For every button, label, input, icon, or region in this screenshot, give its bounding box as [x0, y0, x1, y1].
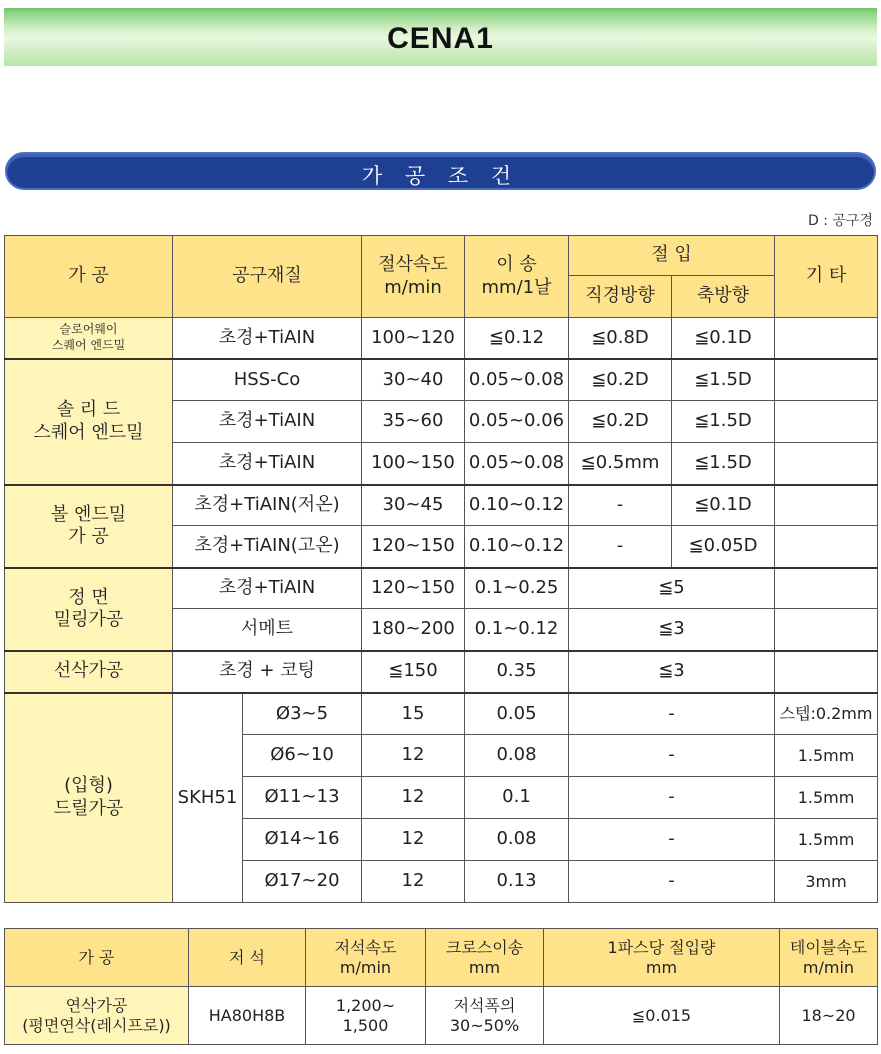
cell-radial: ≦0.2D: [569, 359, 672, 401]
cell-other: 스텝:0.2mm: [775, 693, 878, 735]
drill-material: SKH51: [173, 693, 243, 903]
cell-material: 초경+TiAIN: [173, 401, 362, 443]
cell-wheel-speed: 1,200~ 1,500: [306, 987, 426, 1045]
cell-other: [775, 609, 878, 651]
cell-depth-per-pass: ≦0.015: [544, 987, 780, 1045]
header-table-speed: 테이블속도 m/min: [780, 929, 878, 987]
cell-radial: ≦0.2D: [569, 401, 672, 443]
cell-depth: -: [569, 777, 775, 819]
cell-speed: ≦150: [362, 651, 465, 693]
cell-depth: ≦3: [569, 609, 775, 651]
cell-cross-feed: 저석폭의 30~50%: [426, 987, 544, 1045]
cell-wheel: HA80H8B: [189, 987, 306, 1045]
cell-material: 초경+TiAIN: [173, 318, 362, 359]
group-drill: (입형) 드릴가공: [5, 693, 173, 903]
cell-speed: 120~150: [362, 568, 465, 609]
cell-feed: 0.05~0.06: [465, 401, 569, 443]
header-cross-feed: 크로스이송 mm: [426, 929, 544, 987]
header-other: 기 타: [775, 236, 878, 318]
cell-table-speed: 18~20: [780, 987, 878, 1045]
cell-radial: ≦0.8D: [569, 318, 672, 359]
cell-speed: 12: [362, 819, 465, 861]
cell-speed: 12: [362, 735, 465, 777]
cell-diameter: Ø6~10: [243, 735, 362, 777]
cell-other: [775, 526, 878, 568]
cell-other: 1.5mm: [775, 819, 878, 861]
cell-feed: 0.13: [465, 861, 569, 903]
cell-depth: ≦3: [569, 651, 775, 693]
cell-other: 1.5mm: [775, 777, 878, 819]
grinding-table: [4, 928, 878, 1045]
cell-speed: 30~40: [362, 359, 465, 401]
cell-other: [775, 443, 878, 485]
cell-axial: ≦0.1D: [672, 485, 775, 526]
cell-depth: -: [569, 819, 775, 861]
cell-feed: 0.10~0.12: [465, 526, 569, 568]
group-lathe: 선삭가공: [5, 651, 173, 693]
cell-speed: 100~120: [362, 318, 465, 359]
header-feed: 이 송 mm/1날: [465, 236, 569, 318]
cell-depth: -: [569, 693, 775, 735]
cell-axial: ≦1.5D: [672, 443, 775, 485]
cell-speed: 30~45: [362, 485, 465, 526]
section-title: 가 공 조 건: [361, 164, 520, 188]
cell-feed: 0.35: [465, 651, 569, 693]
cell-material: 서메트: [173, 609, 362, 651]
cell-depth: -: [569, 735, 775, 777]
cell-feed: 0.05: [465, 693, 569, 735]
cell-other: [775, 401, 878, 443]
cell-speed: 180~200: [362, 609, 465, 651]
cell-other: [775, 318, 878, 359]
header-depth: 절 입: [569, 236, 775, 276]
cell-feed: 0.1~0.25: [465, 568, 569, 609]
cell-feed: 0.10~0.12: [465, 485, 569, 526]
cell-material: 초경+TiAIN: [173, 568, 362, 609]
header-radial: 직경방향: [569, 276, 672, 318]
cell-diameter: Ø17~20: [243, 861, 362, 903]
cell-feed: 0.1~0.12: [465, 609, 569, 651]
cell-feed: 0.05~0.08: [465, 443, 569, 485]
group-slotting: 슬로어웨이 스퀘어 엔드밀: [5, 318, 173, 359]
cell-material: 초경+TiAIN(저온): [173, 485, 362, 526]
cell-axial: ≦1.5D: [672, 401, 775, 443]
cell-speed: 100~150: [362, 443, 465, 485]
header-processing: 가 공: [5, 236, 173, 318]
cell-depth: ≦5: [569, 568, 775, 609]
cell-radial: -: [569, 526, 672, 568]
cell-axial: ≦0.1D: [672, 318, 775, 359]
cell-other: 3mm: [775, 861, 878, 903]
cell-speed: 12: [362, 777, 465, 819]
cell-feed: 0.08: [465, 735, 569, 777]
title-bar: [4, 8, 877, 66]
header-tool-material: 공구재질: [173, 236, 362, 318]
header-wheel: 저 석: [189, 929, 306, 987]
cell-feed: 0.05~0.08: [465, 359, 569, 401]
cell-speed: 120~150: [362, 526, 465, 568]
cell-other: 1.5mm: [775, 735, 878, 777]
cell-diameter: Ø14~16: [243, 819, 362, 861]
cutting-conditions-table: [4, 235, 878, 903]
section-header: [5, 152, 876, 190]
page-title: CENA1: [387, 22, 494, 55]
cell-radial: ≦0.5mm: [569, 443, 672, 485]
group-face: 정 면 밀링가공: [5, 568, 173, 651]
cell-speed: 12: [362, 861, 465, 903]
cell-material: HSS-Co: [173, 359, 362, 401]
cell-other: [775, 568, 878, 609]
cell-diameter: Ø3~5: [243, 693, 362, 735]
cell-speed: 15: [362, 693, 465, 735]
header-axial: 축방향: [672, 276, 775, 318]
header-depth-per-pass: 1파스당 절입량 mm: [544, 929, 780, 987]
cell-radial: -: [569, 485, 672, 526]
cell-axial: ≦0.05D: [672, 526, 775, 568]
cell-material: 초경+TiAIN: [173, 443, 362, 485]
group-grinding: 연삭가공 (평면연삭(레시프로)): [5, 987, 189, 1045]
cell-diameter: Ø11~13: [243, 777, 362, 819]
cell-other: [775, 485, 878, 526]
cell-other: [775, 359, 878, 401]
cell-feed: ≦0.12: [465, 318, 569, 359]
cell-axial: ≦1.5D: [672, 359, 775, 401]
header-processing: 가 공: [5, 929, 189, 987]
cell-speed: 35~60: [362, 401, 465, 443]
cell-depth: -: [569, 861, 775, 903]
cell-material: 초경+TiAIN(고온): [173, 526, 362, 568]
group-ball: 볼 엔드밀 가 공: [5, 485, 173, 568]
cell-material: 초경 + 코팅: [173, 651, 362, 693]
header-wheel-speed: 저석속도 m/min: [306, 929, 426, 987]
cell-feed: 0.1: [465, 777, 569, 819]
cell-other: [775, 651, 878, 693]
legend-note: D : 공구경: [808, 213, 873, 229]
header-cutting-speed: 절삭속도 m/min: [362, 236, 465, 318]
group-solid: 솔 리 드 스퀘어 엔드밀: [5, 359, 173, 485]
cell-feed: 0.08: [465, 819, 569, 861]
